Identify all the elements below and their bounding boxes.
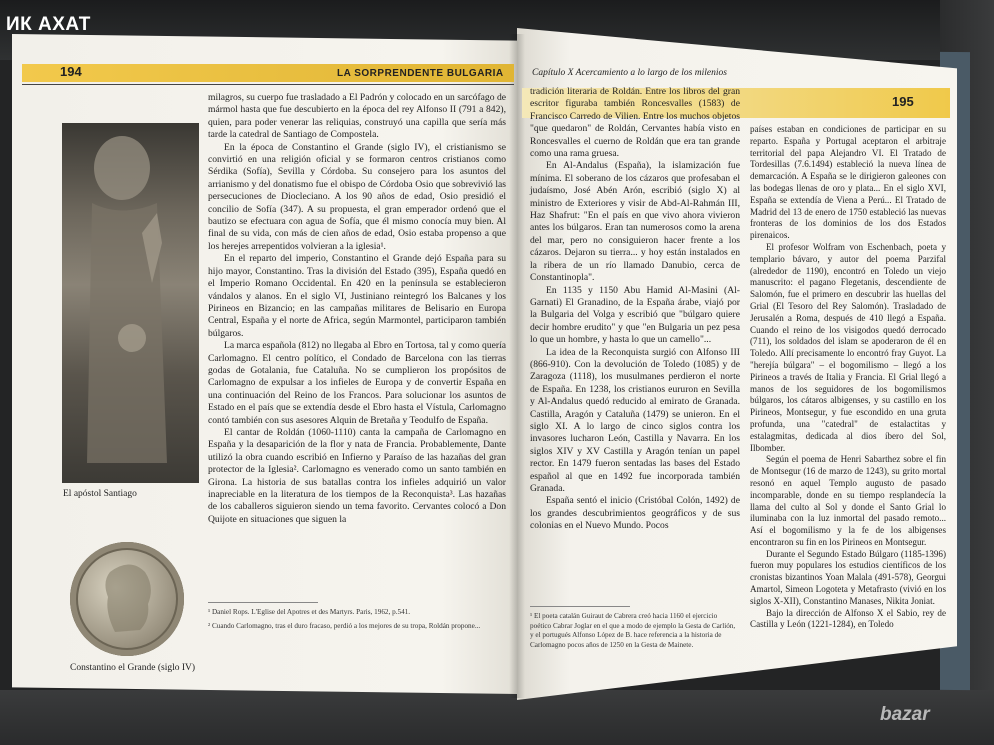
paragraph: milagros, su cuerpo fue trasladado a El Padrón y colocado en un sarcófago de mármol hasta que fue descubierto en la época del rey Alfonso II (791 a 842), quien, para poder venerar las reliquias, construyó una capilla que sería más tarde la catedral de Santiago de Compostela. <box>208 92 506 141</box>
right-running-head: Capítulo X Acercamiento a lo largo de los milenios <box>532 68 727 78</box>
left-text-column <box>208 92 506 526</box>
bazar-logo: bazar <box>880 704 930 725</box>
book-gutter <box>509 34 525 698</box>
statue-photo <box>62 123 199 483</box>
paragraph: Según el poema de Henri Sabarthez sobre el fin de Montsegur (16 de marzo de 1243), su grito mortal resonó en aquel Templo augusto de pasado incomparable, donde en su tiempo resplandecía la llama del culto al Sol y donde el Santo Grial lo iluminaba con la luz inmortal del pasado remoto... Así el bogomilismo y la fe de los albigenses encontraron su fin en los Pirineos en Montsegur. <box>750 454 946 547</box>
left-page-number: 194 <box>60 64 82 79</box>
left-footnote-rule <box>208 602 318 603</box>
paragraph: El profesor Wolfram von Eschenbach, poeta y templario bávaro, y autor del poema Parzifal (alrededor de 1190), encontró en Toledo un viejo manuscrito: el pagano Flegetanis, descendiente de Salomón, fue el primero en descubrir las huellas del Grial (El Tesoro del Rey Salomón). Trasladado de Jerusalén a Roma, después de 410 llegó a España. Cuando el reino de los visigodos quedó derrocado (711), los soldados del islam se apoderaron de él en Toledo. Allí precisamente lo encontró fray Guyot. La "herejía búlgara" – el bogomilismo – llegó a los Pirineos a través de Italia y Francia. El Grial llegó a manos de los seguidores de los bogomilismos búlgaros, los cátaros albigenses, y su castillo en los Pirineos, Montsegur, y fue escondido en una gruta profunda, una "catedral" de estalactitas y estalagmitas, dedicada al dios íbero del Sol, Ilbomber. <box>750 241 946 453</box>
statue-illustration <box>62 123 199 483</box>
right-page-number: 195 <box>892 94 914 109</box>
paragraph: El cantar de Roldán (1060-1110) canta la campaña de Carlomagno en España y la desaparición de la flor y nata de Francia. Probablemente, Dante utilizó la obra cuando escribió en Infierno y Paraíso de las hazañas del gran protector de la Iglesia². Carlomagno es venerado como un santo también en Girona. La historia de sus batallas contra los infieles adquirió un valor inapreciable en la literatura de los tiempos de la Reconquista³. Las hazañas de los caballeros siguieron siendo un tema favorito. Cervantes colocó a Don Quijote en situaciones que siguen la <box>208 426 506 525</box>
coin-portrait <box>70 542 184 656</box>
statue-caption: El apóstol Santiago <box>63 489 137 499</box>
footnote: ¹ Daniel Rops. L'Eglise del Apotres et des Martyrs. Paris, 1962, p.541. <box>208 608 411 616</box>
paragraph: La marca española (812) no llegaba al Ebro en Tortosa, tal y como quería Carlomagno. El centro político, el Condado de Barcelona con las tierras godas de Gotalania, fue Cataluña. No se cumplieron los propósitos de Carlomagno de expulsar a los infieles de Europa y de convertir España en una continuación del Reino de los Francos. Para solucionar los asuntos de Estado en el país que se extendía desde el Ebro hasta el Vístula, Carlomagno contó también con sus asesores Alquin de Bretaña y Teodulfo de España. <box>208 340 506 426</box>
seller-watermark: ИК АХАТ <box>6 14 91 35</box>
paragraph: La idea de la Reconquista surgió con Alfonso III (866-910). Con la devolución de Toledo (1085) y de Zaragoza (1118), los musulmanes perdieron el norte de España. En 1238, los cristianos eururon en Sevilla y Al-Andalus quedó reducido al emirato de Granada. Castilla, Aragón y Cataluña (1479) se unieron. En el siglo XI. A lo largo de cinco siglos contra los invasores lucharon León, Castilla y Navarra. En los siglos XIV y XV Castilla y Aragón tenían un papel rector. En 1479 fueron sentadas las bases del Estado español al que en 1492 fue incorporada también Granada. <box>530 346 740 494</box>
coin-caption: Constantino el Grande (siglo IV) <box>70 663 196 673</box>
right-footnote: ¹ El poeta catalán Guiraut de Cabrera creó hacia 1160 el ejercicio poético Cabrar Joglar en el que a modo de ejemplo la Gesta de Carlión, y el portugués Alfonso López de B. hace referencia a la historia de Carlomagno pocos años de 1250 en la Gesta de Mainete. <box>530 612 736 649</box>
paragraph: España sentó el inicio (Cristóbal Colón, 1492) de los grandes descubrimientos geográficos y de sus colonias en el Nuevo Mundo. Pocos <box>530 495 740 532</box>
paragraph: En la época de Constantino el Grande (siglo IV), el cristianismo se convirtió en una religión oficial y se formaron centros cristianos como Sérdika (Sofía), Sevilla y Córdoba. Su consejero para los asuntos del arrianismo y del donatismo fue el obispo de Córdoba Osio que sobrevivió las persecuciones de Diocleciano. A los 90 años de edad, Osio presidió el concilio de Sofía (347). A su propuesta, el gran emperador ordenó que el bautizo se efectuara con agua de Sofía, que él mismo conocía muy bien. Al final de su vida, con más de cien años de edad, Osio estaba propenso a que los herejes arrepentidos volvieran a la iglesia¹. <box>208 141 506 252</box>
footnote: ² Cuando Carlomagno, tras el duro fracaso, perdió a los mejores de su tropa, Roldán propone... <box>208 621 481 630</box>
paragraph: En 1135 y 1150 Abu Hamid Al-Masini (Al-Garnati) El Granadino, de la España árabe, viajó por la Bulgaria del Volga y escribió que "búlgaro quiere decir hombre erudito" y que "en Bulgaria un pez pesa lo que un hombre, y hasta lo que un camello"... <box>530 284 740 346</box>
paragraph: tradición literaria de Roldán. Entre los libros del gran escritor figuraba también Roncesvalles (1583) de Francisco Carredo de Vilien. Entre los muchos objetos "que quedaron" de Roldán, Cervantes había visto en Roncesvalles el cuerno de Roldán que era tan grande como una rama gruesa. <box>530 86 740 160</box>
paragraph: países estaban en condiciones de participar en su reparto. España y Portugal aceptaron el arbitraje territorial del papa Alejandro VI. El Tratado de Tordesillas (7.6.1494) estableció la nueva línea de demarcación. A España se le dirigieron galeones con las bodegas llenas de oro y plata... En el siglo XVI, España se extendía de Viena a Perú... El Tratado de Madrid del 13 de enero de 1750 estableció las nuevas fronteras de los dominios de los dos Estados pirenaicos. <box>750 124 946 241</box>
coin-photo <box>70 542 184 656</box>
paragraph: En el reparto del imperio, Constantino el Grande dejó España para su hijo mayor, Constantino. Tras la división del Estado (395), España quedó en el Imperio Romano Occidental. En 420 en la península se establecieron vándalos y alanos. En el siglo VI, Justiniano reintegró los Balcanes y los Pirineos en Bizancio; en las campañas militares de Belisario en Europa Central, España y el norte de Africa, según Marmontel, participaron también búlgaros. <box>208 253 506 339</box>
left-running-head: LA SORPRENDENTE BULGARIA <box>337 68 504 79</box>
open-book <box>12 28 960 700</box>
paragraph: Bajo la dirección de Alfonso X el Sabio, rey de Castilla y León (1221-1284), en Toledo <box>750 607 946 630</box>
right-text-column-2 <box>750 124 946 631</box>
left-footnotes <box>208 608 504 635</box>
right-footnote-rule <box>530 606 630 607</box>
right-text-column-1 <box>530 86 740 533</box>
paragraph: En Al-Andalus (España), la islamización fue mínima. El soberano de los cázaros que profesaban el judaísmo, José Abén Arón, escribió (siglo X) al ministro de Exteriores y visir de Abd-Al-Rahmán III, Haz Shafrut: "En el país en que vivo ahora vivieron antes los búlgaros. Eran tan numerosos como la arena del mar, pero no consiguieron hacer frente a los cázaros. Dejaron su tierra... y hoy están instalados en la ribera de un río llamado Danubio, cerca de Constantinopla". <box>530 160 740 284</box>
paragraph: Durante el Segundo Estado Búlgaro (1185-1396) fueron muy populares los estudios científicos de los cronistas bizantinos Yoan Malala (491-578), Georgui Amartol, Simeon Logoteta y Metafrasto (vivió en los siglos X-XII), Constantino Manases, Nikita Joniat. <box>750 548 946 606</box>
left-header-rule <box>22 84 514 85</box>
